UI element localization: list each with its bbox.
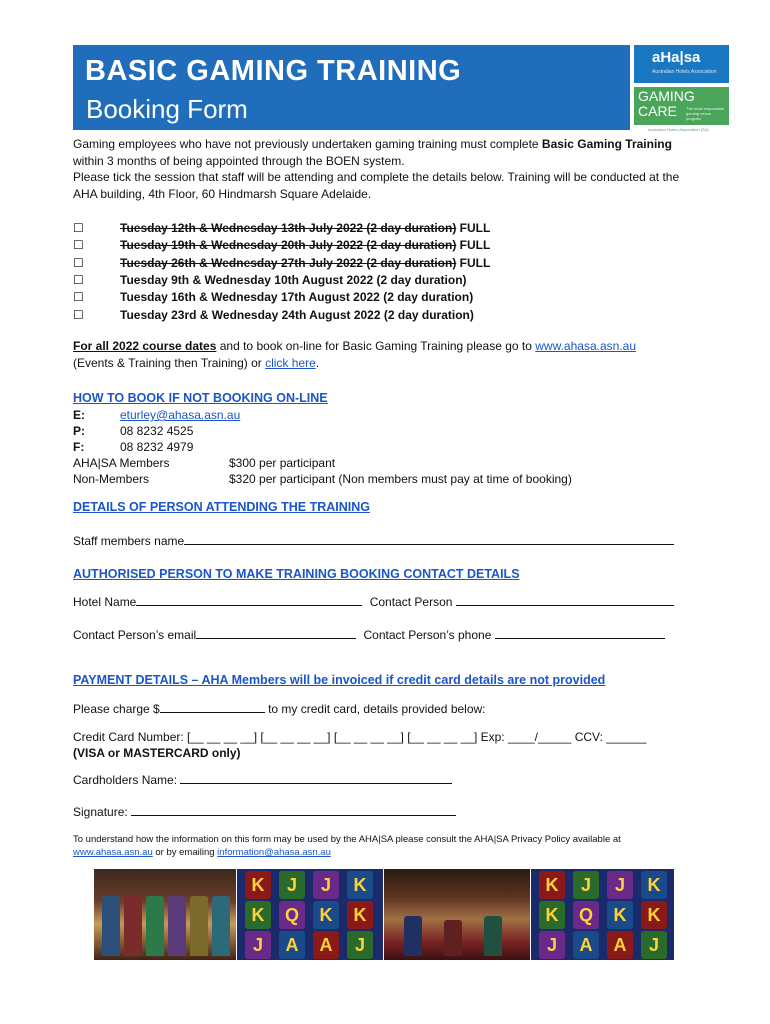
reel-symbol: J	[279, 871, 305, 899]
pokie-reels-image-right	[531, 869, 674, 960]
session-checkbox[interactable]: ☐	[73, 238, 84, 252]
contact-row: Contact Person’s email Contact Person’s phone	[73, 627, 665, 643]
members-price-row: AHA|SA Members $300 per participant	[73, 456, 336, 470]
hotel-row: Hotel Name Contact Person	[73, 594, 674, 610]
click-here-link[interactable]: click here	[265, 355, 316, 370]
credit-card-row[interactable]	[73, 729, 646, 745]
charge-row: Please charge $ to my credit card, details provided below:	[73, 702, 486, 716]
reel-symbol: J	[347, 931, 373, 959]
reel-symbol: K	[347, 901, 373, 929]
reel-symbol: A	[279, 931, 305, 959]
footer-email-link[interactable]: information@ahasa.asn.au	[217, 847, 331, 858]
reel-symbol: K	[245, 871, 271, 899]
reel-symbol: A	[573, 931, 599, 959]
credit-card-field[interactable]: Credit Card Number: [__ __ __ __] [__ __ __ __] [__ __ __ __] [__ __ __ __] Exp: ____/_____ CCV: ______	[73, 730, 647, 744]
session-label: Tuesday 16th & Wednesday 17th August 2022 (2 day duration)	[120, 290, 474, 304]
footer-website-link[interactable]: www.ahasa.asn.au	[73, 847, 153, 858]
page-title: BASIC GAMING TRAINING	[85, 55, 462, 87]
email-link[interactable]: eturley@ahasa.asn.au	[120, 408, 241, 422]
reel-symbol: K	[641, 901, 667, 929]
page-subtitle: Booking Form	[86, 94, 248, 124]
session-checkbox[interactable]: ☐	[73, 256, 84, 270]
signature-field[interactable]	[131, 804, 456, 816]
contact-email-field[interactable]	[196, 627, 356, 639]
reel-symbol: K	[539, 901, 565, 929]
reel-symbol: K	[313, 901, 339, 929]
reel-symbol: J	[607, 871, 633, 899]
casino-floor-photo	[384, 869, 530, 960]
card-type-note: (VISA or MASTERCARD only)	[73, 746, 241, 760]
reel-symbol: K	[347, 871, 373, 899]
session-checkbox[interactable]: ☐	[73, 273, 84, 287]
reel-symbol: J	[641, 931, 667, 959]
charge-amount-field[interactable]	[160, 701, 265, 713]
email-row: E: eturley@ahasa.asn.au	[73, 408, 241, 422]
session-label: Tuesday 19th & Wednesday 20th July 2022 (2 day duration) FULL	[120, 238, 491, 252]
aha-sa-logo: aHa|sa Australian Hotels Association	[634, 45, 729, 83]
staff-name-field[interactable]	[184, 533, 674, 545]
logo-footnote: Australian Hotels Association (SA)	[648, 127, 709, 132]
reel-symbol: J	[573, 871, 599, 899]
privacy-footer: To understand how the information on this form may be used by the AHA|SA please consult the AHA|SA Privacy Policy available at www.ahasa.asn.au or by emailing information@ahasa.asn.au	[73, 834, 621, 858]
reel-symbol: A	[607, 931, 633, 959]
cardholder-row: Cardholders Name:	[73, 772, 452, 788]
session-row	[73, 237, 673, 254]
session-checkbox[interactable]: ☐	[73, 308, 84, 322]
contact-phone-field[interactable]	[495, 627, 665, 639]
gaming-room-photo	[94, 869, 236, 960]
reel-symbol: K	[607, 901, 633, 929]
session-checkbox[interactable]: ☐	[73, 290, 84, 304]
reel-symbol: A	[313, 931, 339, 959]
header-banner	[73, 45, 630, 130]
nonmembers-price-row: Non-Members $320 per participant (Non members must pay at time of booking)	[73, 472, 572, 486]
person-details-heading: DETAILS OF PERSON ATTENDING THE TRAINING	[73, 500, 370, 514]
session-row	[73, 307, 673, 324]
gaming-care-logo: GAMING CARE The most responsible gaming venue program	[634, 87, 729, 125]
session-label: Tuesday 26th & Wednesday 27th July 2022 (2 day duration) FULL	[120, 256, 491, 270]
reel-symbol: J	[313, 871, 339, 899]
pokie-reels-image-left	[237, 869, 383, 960]
session-row	[73, 272, 673, 289]
contact-person-field[interactable]	[456, 594, 674, 606]
staff-name-row: Staff members name	[73, 533, 674, 549]
payment-heading: PAYMENT DETAILS – AHA Members will be invoiced if credit card details are not provided	[73, 673, 606, 687]
reel-symbol: Q	[573, 901, 599, 929]
reel-symbol: Q	[279, 901, 305, 929]
session-row	[73, 220, 673, 237]
online-booking-text: For all 2022 course dates and to book on-line for Basic Gaming Training please go to www.ahasa.asn.au (Events & Training then Training) or click here.	[73, 339, 636, 370]
cardholder-name-field[interactable]	[180, 772, 452, 784]
how-to-book-heading: HOW TO BOOK IF NOT BOOKING ON-LINE	[73, 391, 328, 405]
reel-symbol: J	[245, 931, 271, 959]
reel-symbol: K	[641, 871, 667, 899]
session-label: Tuesday 12th & Wednesday 13th July 2022 (2 day duration) FULL	[120, 221, 491, 235]
signature-row: Signature:	[73, 804, 456, 820]
phone-row: P: 08 8232 4525	[73, 424, 194, 438]
reel-symbol: K	[245, 901, 271, 929]
session-row	[73, 255, 673, 272]
fax-row: F: 08 8232 4979	[73, 440, 194, 454]
intro-paragraph: Gaming employees who have not previously undertaken gaming training must complete Basic Gaming Training within 3 months of being appointed through the BOEN system. Please tick the session that staff will be attending and complete the details below. Training will be conducted at the AHA building, 4th Floor, 60 Hindmarsh Square Adelaide.	[73, 137, 680, 201]
session-label: Tuesday 9th & Wednesday 10th August 2022 (2 day duration)	[120, 273, 467, 287]
reel-symbol: K	[539, 871, 565, 899]
ahasa-website-link[interactable]: www.ahasa.asn.au	[535, 339, 636, 353]
hotel-name-field[interactable]	[136, 594, 362, 606]
authorised-heading: AUTHORISED PERSON TO MAKE TRAINING BOOKING CONTACT DETAILS	[73, 567, 520, 581]
session-row	[73, 289, 673, 306]
reel-symbol: J	[539, 931, 565, 959]
session-label: Tuesday 23rd & Wednesday 24th August 2022 (2 day duration)	[120, 308, 474, 322]
session-checkbox[interactable]: ☐	[73, 221, 84, 235]
